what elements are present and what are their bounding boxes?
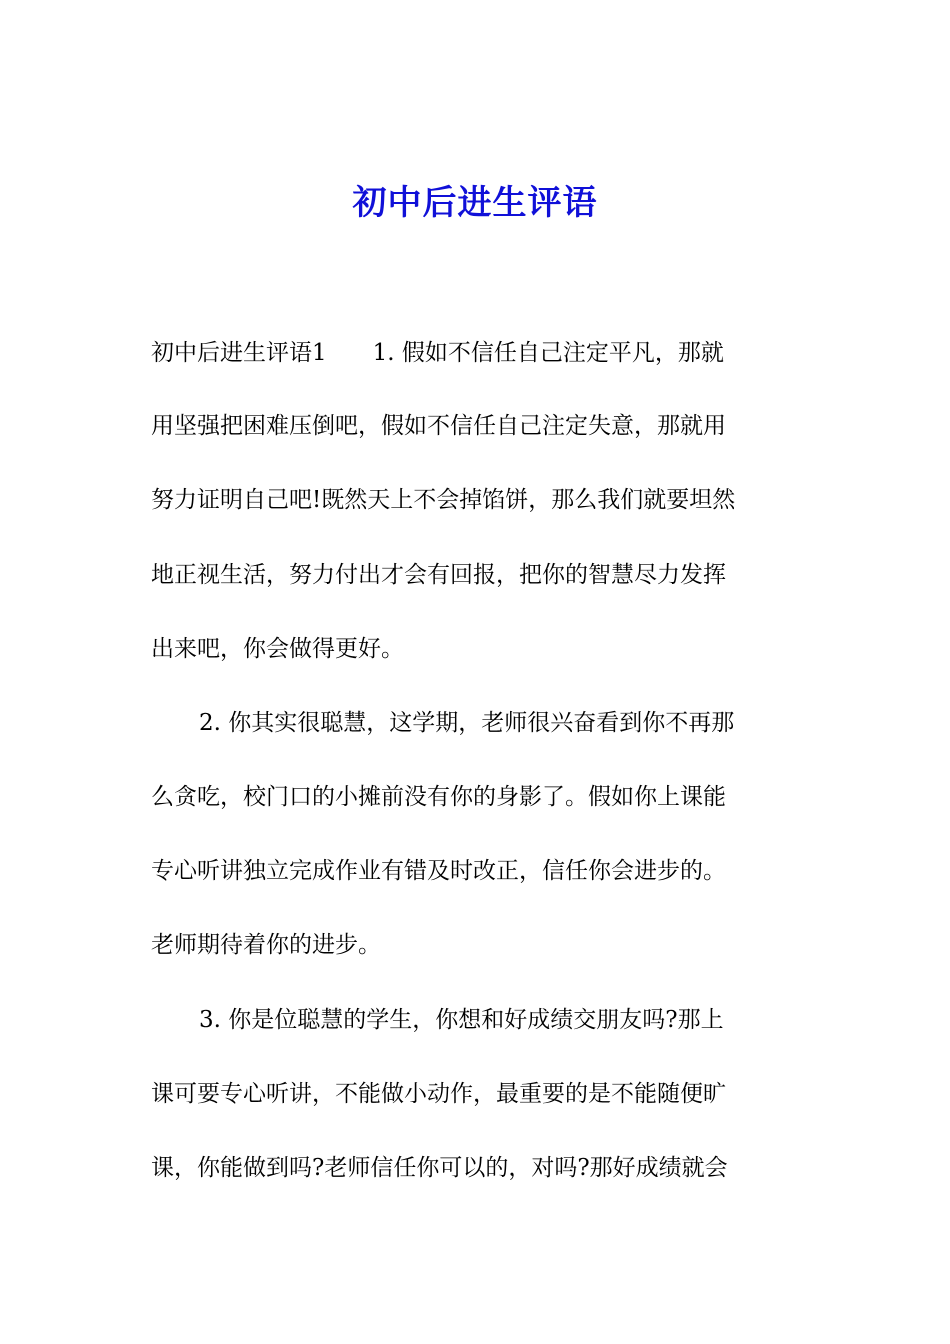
text-line-3: 努力证明自己吧!既然天上不会掉馅饼，那么我们就要坦然: [151, 487, 736, 513]
text-line-10: 3. 你是位聪慧的学生，你想和好成绩交朋友吗?那上: [199, 1007, 724, 1033]
text-line-1: 初中后进生评语1 1. 假如不信任自己注定平凡，那就: [151, 340, 724, 366]
text-line-12: 课，你能做到吗?老师信任你可以的，对吗?那好成绩就会: [151, 1155, 728, 1181]
text-line-6: 2. 你其实很聪慧，这学期，老师很兴奋看到你不再那: [199, 710, 735, 736]
document-title: 初中后进生评语: [352, 183, 598, 223]
text-line-8: 专心听讲独立完成作业有错及时改正，信任你会进步的。: [151, 858, 726, 884]
text-line-9: 老师期待着你的进步。: [151, 932, 381, 958]
text-line-4: 地正视生活，努力付出才会有回报，把你的智慧尽力发挥: [151, 562, 726, 588]
text-line-2: 用坚强把困难压倒吧，假如不信任自己注定失意，那就用: [151, 413, 726, 439]
text-line-5: 出来吧，你会做得更好。: [151, 636, 404, 662]
text-line-7: 么贪吃，校门口的小摊前没有你的身影了。假如你上课能: [151, 784, 726, 810]
text-line-11: 课可要专心听讲，不能做小动作，最重要的是不能随便旷: [151, 1081, 726, 1107]
